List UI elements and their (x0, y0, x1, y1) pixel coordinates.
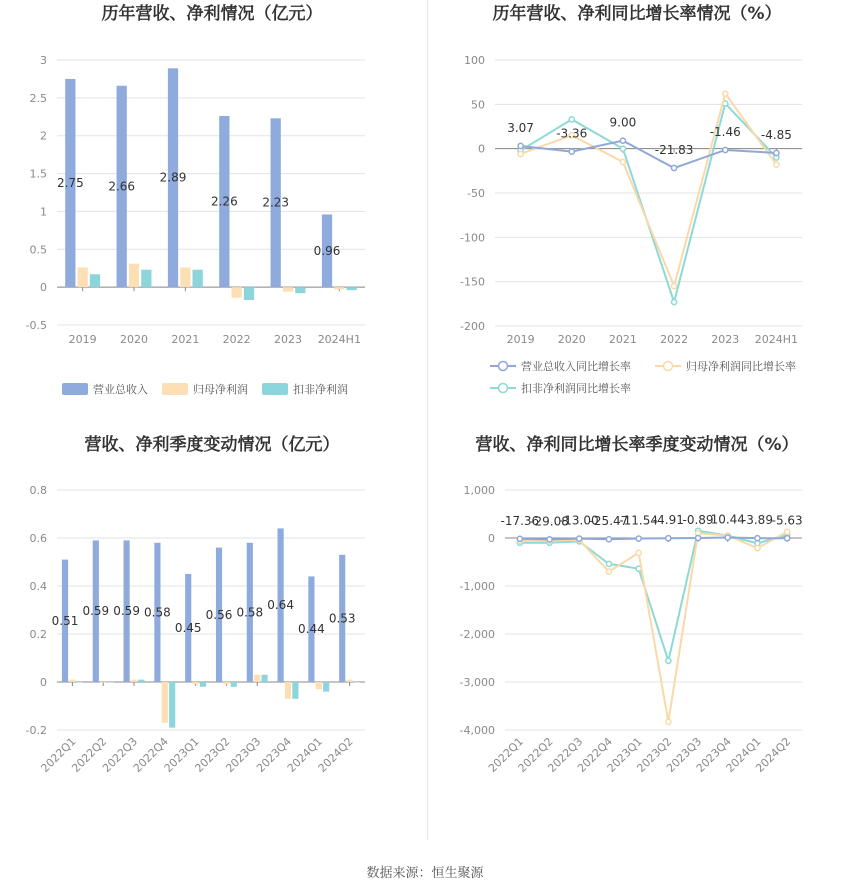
annual-growth-data-label: -1.46 (709, 124, 741, 139)
annual-amount-bar-1 (78, 267, 88, 287)
quarterly-growth-point-0 (695, 535, 700, 540)
quarterly-growth-xtick-label: 2022Q2 (515, 734, 556, 775)
quarterly-growth-point-1 (755, 545, 760, 550)
annual-amount-legend-swatch (262, 383, 288, 395)
quarterly-amount-ytick-label: -0.2 (25, 724, 47, 737)
quarterly-growth-ytick-label: 0 (488, 532, 495, 545)
annual-growth-group (460, 3, 802, 395)
quarterly-growth-xtick-label: 2023Q4 (693, 734, 734, 775)
quarterly-amount-data-label: 0.59 (113, 604, 140, 619)
quarterly-amount-data-label: 0.56 (205, 607, 233, 622)
quarterly-growth-point-0 (547, 537, 552, 542)
annual-amount-bar-1 (334, 287, 344, 289)
annual-growth-xtick-label: 2020 (557, 333, 586, 346)
annual-amount-ytick-label: -0.5 (25, 319, 47, 332)
annual-growth-xtick-label: 2024H1 (754, 333, 799, 346)
annual-growth-point-0 (671, 165, 676, 170)
annual-growth-point-0 (518, 143, 523, 148)
annual-amount-ytick-label: 3 (40, 54, 47, 67)
annual-growth-point-0 (569, 149, 574, 154)
annual-amount-data-label: 2.89 (159, 170, 187, 185)
annual-growth-legend-marker (664, 362, 673, 371)
quarterly-amount-data-label: 0.45 (174, 621, 202, 635)
quarterly-growth-point-0 (577, 536, 582, 541)
quarterly-growth-xtick-label: 2024Q1 (723, 734, 764, 775)
annual-growth-xtick-label: 2023 (711, 333, 740, 346)
quarterly-amount-bar-1 (254, 675, 260, 682)
annual-growth-point-2 (671, 299, 676, 304)
annual-amount-chart (0, 0, 425, 425)
annual-amount-xtick-label: 2024H1 (317, 333, 361, 346)
annual-growth-legend-label: 归母净利润同比增长率 (686, 360, 796, 373)
annual-growth-point-1 (620, 159, 625, 164)
quarterly-growth-point-0 (725, 535, 730, 540)
quarterly-amount-bar-2 (354, 682, 360, 683)
annual-growth-data-label: 3.07 (507, 120, 534, 135)
annual-growth-xtick-label: 2021 (608, 333, 637, 346)
quarterly-amount-bar-1 (162, 682, 168, 723)
quarterly-growth-data-label: -29.08 (530, 514, 569, 529)
quarterly-amount-bar-2 (231, 682, 237, 687)
quarterly-amount-data-label: 0.58 (144, 605, 171, 620)
quarterly-amount-xtick-label: 2023Q2 (192, 734, 233, 775)
annual-amount-xtick-label: 2023 (274, 333, 302, 346)
quarterly-amount-ytick-label: 0.8 (29, 484, 47, 497)
annual-amount-bar-1 (232, 287, 242, 298)
annual-growth-data-label: 9.00 (609, 115, 637, 130)
annual-growth-ytick-label: -150 (460, 275, 485, 289)
annual-growth-svg (425, 0, 850, 425)
annual-growth-xtick-label: 2019 (506, 333, 535, 346)
quarterly-growth-point-0 (785, 536, 790, 541)
quarterly-growth-ytick-label: -2,000 (459, 628, 495, 641)
quarterly-amount-xtick-label: 2022Q4 (130, 734, 171, 775)
quarterly-growth-data-label: -0.89 (682, 513, 714, 528)
annual-growth-data-label: -3.36 (556, 126, 588, 141)
quarterly-growth-data-label: -25.47 (589, 514, 629, 529)
annual-amount-xtick-label: 2019 (68, 333, 97, 346)
annual-amount-bar-2 (244, 287, 254, 300)
quarterly-growth-xtick-label: 2022Q3 (545, 734, 586, 775)
annual-amount-bar-2 (90, 274, 100, 287)
quarterly-amount-chart (0, 425, 425, 850)
annual-growth-point-1 (518, 151, 523, 156)
annual-growth-legend-marker (499, 362, 508, 371)
annual-amount-legend-swatch (62, 383, 88, 395)
annual-amount-ytick-label: 2 (40, 129, 47, 143)
quarterly-amount-xtick-label: 2023Q1 (161, 734, 202, 775)
annual-amount-ytick-label: 0.5 (29, 243, 47, 257)
quarterly-amount-bar-1 (100, 682, 106, 683)
annual-amount-ytick-label: 1.5 (29, 167, 47, 181)
quarterly-amount-bar-2 (169, 682, 175, 728)
quarterly-amount-ytick-label: 0.6 (29, 532, 47, 545)
quarterly-amount-bar-2 (262, 675, 268, 682)
annual-amount-group (26, 3, 365, 396)
annual-amount-title: 历年营收、净利情况（亿元） (101, 4, 323, 24)
quarterly-growth-point-0 (666, 536, 671, 541)
annual-amount-bar-2 (295, 287, 305, 293)
quarterly-amount-bar-1 (316, 682, 322, 689)
quarterly-amount-bar-1 (193, 682, 199, 684)
annual-growth-legend-marker (499, 384, 508, 393)
annual-growth-chart (425, 0, 850, 425)
quarterly-growth-ytick-label: -3,000 (459, 676, 495, 689)
quarterly-growth-data-label: -11.54 (619, 513, 658, 528)
annual-growth-point-2 (620, 146, 625, 151)
quarterly-growth-point-1 (636, 550, 641, 555)
annual-amount-legend-label: 营业总收入 (93, 383, 148, 396)
quarterly-growth-chart (425, 425, 850, 850)
quarterly-growth-data-label: -17.36 (500, 513, 540, 528)
quarterly-amount-xtick-label: 2022Q2 (69, 734, 110, 775)
quarterly-amount-bar-2 (323, 682, 329, 692)
quarterly-growth-xtick-label: 2024Q2 (753, 734, 794, 775)
annual-growth-xtick-label: 2022 (660, 333, 689, 346)
quarterly-amount-xtick-label: 2024Q1 (284, 734, 325, 775)
annual-growth-ytick-label: -50 (467, 187, 485, 200)
annual-growth-title: 历年营收、净利同比增长率情况（%） (492, 4, 782, 24)
quarterly-growth-point-0 (606, 537, 611, 542)
annual-growth-point-1 (671, 284, 676, 289)
annual-amount-ytick-label: 2.5 (29, 91, 47, 105)
quarterly-amount-bar-1 (347, 680, 353, 682)
quarterly-amount-ytick-label: 0.4 (29, 580, 47, 593)
annual-amount-legend-label: 归母净利润 (193, 383, 248, 396)
quarterly-amount-data-label: 0.44 (298, 622, 325, 637)
quarterly-amount-bar-1 (69, 680, 75, 682)
annual-amount-bar-1 (129, 264, 139, 287)
quarterly-amount-xtick-label: 2022Q1 (38, 734, 79, 775)
data-source: 数据来源：恒生聚源 (366, 866, 484, 881)
annual-growth-point-2 (569, 117, 574, 122)
quarterly-amount-data-label: 0.59 (82, 604, 110, 619)
quarterly-amount-ytick-label: 0.2 (29, 628, 47, 641)
quarterly-growth-ytick-label: -4,000 (459, 724, 495, 737)
annual-growth-point-1 (723, 91, 728, 96)
annual-growth-point-0 (620, 138, 625, 143)
annual-growth-legend-label: 扣非净利润同比增长率 (521, 382, 631, 395)
quarterly-amount-xtick-label: 2023Q4 (254, 734, 295, 775)
quarterly-growth-group (460, 434, 803, 891)
annual-growth-line-0 (521, 141, 777, 168)
annual-growth-point-0 (723, 147, 728, 152)
quarterly-amount-data-label: 0.64 (267, 598, 294, 613)
annual-growth-data-label: -4.85 (760, 127, 792, 142)
quarterly-amount-svg (0, 425, 425, 850)
quarterly-amount-bar-1 (223, 682, 229, 684)
quarterly-growth-point-2 (606, 561, 611, 566)
annual-amount-legend-label: 扣非净利润 (293, 383, 348, 396)
annual-amount-data-label: 2.75 (56, 176, 84, 191)
quarterly-amount-bar-2 (200, 682, 206, 687)
quarterly-growth-xtick-label: 2023Q3 (664, 734, 705, 775)
annual-amount-data-label: 2.66 (108, 179, 136, 194)
quarterly-growth-point-1 (606, 569, 611, 574)
annual-amount-data-label: 2.23 (262, 195, 290, 210)
annual-amount-bar-1 (283, 287, 293, 292)
quarterly-growth-data-label: 10.44 (710, 512, 745, 527)
quarterly-growth-xtick-label: 2022Q4 (575, 734, 616, 775)
annual-growth-ytick-label: -200 (460, 320, 485, 333)
annual-amount-xtick-label: 2022 (222, 333, 251, 346)
annual-growth-ytick-label: 100 (464, 54, 485, 67)
annual-growth-ytick-label: -100 (460, 231, 485, 245)
quarterly-amount-bar-2 (77, 682, 83, 683)
annual-amount-ytick-label: 1 (40, 205, 47, 219)
annual-growth-point-1 (774, 162, 779, 167)
quarterly-growth-data-label: -5.63 (771, 513, 803, 528)
annual-growth-data-label: -21.83 (654, 143, 694, 158)
quarterly-growth-ytick-label: 1,000 (463, 484, 495, 497)
quarterly-growth-xtick-label: 2022Q1 (485, 734, 526, 775)
annual-amount-bar-2 (193, 270, 203, 287)
quarterly-amount-xtick-label: 2024Q2 (315, 734, 356, 775)
quarterly-amount-bar-1 (285, 682, 291, 699)
annual-growth-legend-label: 营业总收入同比增长率 (521, 360, 631, 373)
quarterly-amount-ytick-label: 0 (40, 676, 47, 689)
quarterly-amount-bar-2 (108, 682, 114, 683)
quarterly-growth-title: 营收、净利同比增长率季度变动情况（%） (475, 435, 799, 455)
quarterly-growth-svg (425, 425, 850, 850)
annual-growth-point-0 (774, 150, 779, 155)
quarterly-growth-data-label: -4.91 (652, 513, 684, 528)
quarterly-growth-point-2 (666, 658, 671, 663)
annual-amount-ytick-label: 0 (40, 281, 47, 295)
quarterly-amount-data-label: 0.58 (236, 605, 264, 620)
quarterly-growth-point-0 (636, 536, 641, 541)
annual-amount-xtick-label: 2020 (120, 333, 148, 346)
quarterly-growth-point-0 (517, 536, 522, 541)
quarterly-growth-ytick-label: -1,000 (459, 580, 495, 593)
quarterly-amount-xtick-label: 2022Q3 (100, 734, 141, 775)
annual-amount-bar-2 (347, 287, 357, 290)
annual-growth-line-1 (521, 94, 777, 286)
quarterly-growth-point-1 (785, 529, 790, 534)
quarterly-amount-data-label: 0.53 (328, 611, 356, 626)
quarterly-growth-line-1 (520, 532, 787, 722)
quarterly-amount-group (26, 434, 365, 891)
annual-amount-bar-1 (180, 267, 190, 287)
annual-amount-xtick-label: 2021 (171, 333, 200, 346)
annual-amount-svg (0, 0, 425, 425)
annual-growth-ytick-label: 0 (478, 142, 485, 156)
annual-amount-data-label: 0.96 (313, 243, 341, 258)
quarterly-growth-xtick-label: 2023Q2 (634, 734, 675, 775)
quarterly-growth-xtick-label: 2023Q1 (604, 734, 645, 775)
annual-amount-bar-2 (141, 270, 151, 287)
quarterly-growth-point-1 (666, 719, 671, 724)
quarterly-amount-bar-2 (138, 680, 144, 682)
quarterly-amount-xtick-label: 2023Q3 (223, 734, 264, 775)
annual-growth-ytick-label: 50 (471, 98, 485, 112)
quarterly-amount-bar-2 (292, 682, 298, 699)
annual-amount-legend-swatch (162, 383, 188, 395)
quarterly-growth-point-0 (755, 536, 760, 541)
quarterly-growth-data-label: -3.89 (741, 513, 773, 528)
quarterly-growth-data-label: -13.00 (559, 513, 599, 528)
quarterly-amount-title: 营收、净利季度变动情况（亿元） (84, 435, 340, 455)
annual-amount-data-label: 2.26 (210, 194, 238, 209)
quarterly-amount-bar-1 (131, 680, 137, 682)
quarterly-amount-data-label: 0.51 (51, 613, 79, 628)
